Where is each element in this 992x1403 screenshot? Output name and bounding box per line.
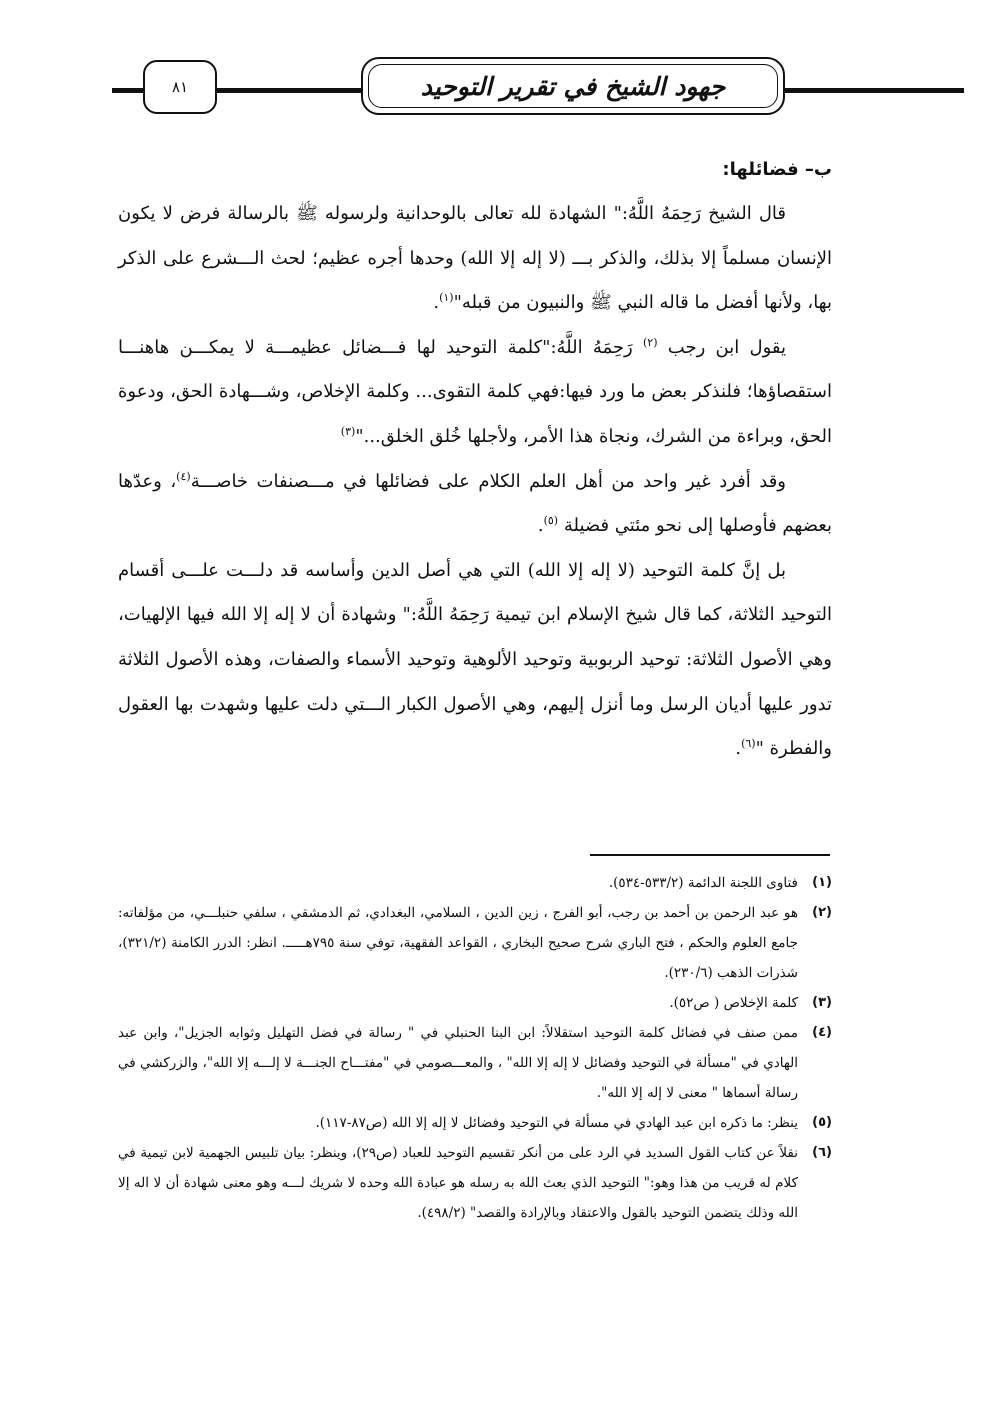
footnote-text: ممن صنف في فضائل كلمة التوحيد استقلالاً: ابن البنا الحنبلي في " رسالة في فضل التهليل وثوابه الجزيل"، وابن عبد الهادي في "مسألة في التوحيد وفضائل لا إله إلا الله" ، والمعـــصومي في "مفتـــاح الجنـــة لا إلـــه إلا الله"، والزركشي في رسالة أسماها " معنى لا إله إلا الله". <box>118 1025 798 1101</box>
footnote-ref: (٦) <box>741 737 756 751</box>
paragraph-tail: . <box>537 515 544 537</box>
footnote-text: كلمة الإخلاص ( ص٥٢). <box>669 995 798 1011</box>
footnote-text: هو عبد الرحمن بن أحمد بن رجب، أبو الفرج ، زين الدين ، السلامي، البغدادي، ثم الدمشقي ، سلفي حنبلـــي، من مؤلفاته: جامع العلوم والحكم ، فتح الباري شرح صحيح البخاري ، القواعد الفقهية، توفي سنة ٧٩٥هـــــ. انظر: الدرر الكامنة (٣٢١/٢)، شذرات الذهب (٢٣٠/٦). <box>118 905 798 981</box>
paragraph-lead: يقول ابن رجب <box>667 336 786 358</box>
footnote-ref: (٤) <box>176 469 191 483</box>
paragraph-tail: . <box>735 738 742 760</box>
footnote-ref: (٣) <box>340 424 356 438</box>
footnote <box>118 898 832 988</box>
paragraph-text: بل إنَّ كلمة التوحيد (لا إله إلا الله) التي هي أصل الدين وأساسه قد دلـــت علـــى أقسام التوحيد الثلاثة، كما قال شيخ الإسلام ابن تيمية رَحِمَهُ اللَّهُ:" وشهادة أن لا إله إلا الله فيها الإلهيات، وهي الأصول الثلاثة: توحيد الربوبية وتوحيد الألوهية وتوحيد الأسماء والصفات، وهذه الأصول الثلاثة تدور عليها أديان الرسل وما أنزل إليهم، وهي الأصول الكبار الـــتي دلت عليها وشهدت بها العقول والفطرة " <box>118 559 832 760</box>
section-heading: ب– فضائلها: <box>722 159 832 180</box>
paragraph-2 <box>118 326 832 460</box>
running-title: جهود الشيخ في تقرير التوحيد <box>420 71 726 101</box>
main-text <box>118 152 832 772</box>
running-title-box <box>361 57 785 115</box>
footnote-number: (٤) <box>812 1025 832 1040</box>
footnote-text: ينظر: ما ذكره ابن عبد الهادي في مسألة في التوحيد وفضائل لا إله إلا الله (ص٨٧-١١٧). <box>315 1115 798 1131</box>
footnote <box>118 1138 832 1228</box>
footnote <box>118 988 832 1018</box>
footnotes <box>118 868 832 1228</box>
footnote <box>118 1108 832 1138</box>
paragraph-4 <box>118 549 832 772</box>
footnote-number: (٦) <box>812 1145 832 1160</box>
footnote-separator <box>590 854 830 856</box>
footnote <box>118 1018 832 1108</box>
paragraph-3 <box>118 460 832 549</box>
paragraph-text: رَحِمَهُ اللَّهُ:"كلمة التوحيد لها فـــضائل عظيمـــة لا يمكـــن هاهنـــا استقصاؤها؛ فلنذكر بعض ما ورد فيها:فهي كلمة التقوى... وكلمة الإخلاص، وشـــهادة الحق، ودعوة الحق، وبراءة من الشرك، ونجاة هذا الأمر، ولأجلها خُلق الخلق..." <box>118 336 832 447</box>
footnote-ref: (٥) <box>543 514 559 528</box>
footnote-text: فتاوى اللجنة الدائمة (٥٣٣/٢-٥٣٤). <box>608 875 798 891</box>
paragraph-text: قال الشيخ رَحِمَهُ اللَّهُ:" الشهادة لله تعالى بالوحدانية ولرسوله ﷺ بالرسالة فرض لا يكون الإنسان مسلماً إلا بذلك، والذكر بـــ (لا إله إلا الله) وحدها أجره عظيم؛ لحث الـــشرع على الذكر بها، ولأنها أفضل ما قاله النبي ﷺ والنبيون من قبله" <box>118 203 832 314</box>
paragraph-tail: . <box>433 292 440 314</box>
footnote-ref: (١) <box>439 291 454 305</box>
footnote-ref: (٢) <box>643 335 658 349</box>
paragraph-1 <box>118 192 832 326</box>
footnote-number: (٥) <box>812 1115 832 1130</box>
footnote-number: (٢) <box>812 905 832 920</box>
footnote-number: (٣) <box>812 995 832 1010</box>
paragraph-tail: ، وعدّها بعضهم فأوصلها إلى نحو مئتي فضيلة <box>118 470 832 537</box>
page-number: ٨١ <box>171 78 189 96</box>
page-number-box <box>143 60 217 114</box>
footnote <box>118 868 832 898</box>
footnote-number: (١) <box>812 875 832 890</box>
footnote-text: نقلاً عن كتاب القول السديد في الرد على من أنكر تقسيم التوحيد للعباد (ص٢٩)، وينظر: بيان تلبيس الجهمية لابن تيمية في كلام له قريب من هذا وهو:" التوحيد الذي بعث الله به رسله هو عبادة الله وحده لا شريك لـــه وهو معنى شهادة أن لا اله إلا الله وذلك يتضمن التوحيد بالقول والاعتقاد وبالإرادة والقصد" (٤٩٨/٢). <box>118 1145 798 1221</box>
paragraph-text: وقد أفرد غير واحد من أهل العلم الكلام على فضائلها في مـــصنفات خاصـــة <box>190 470 786 492</box>
